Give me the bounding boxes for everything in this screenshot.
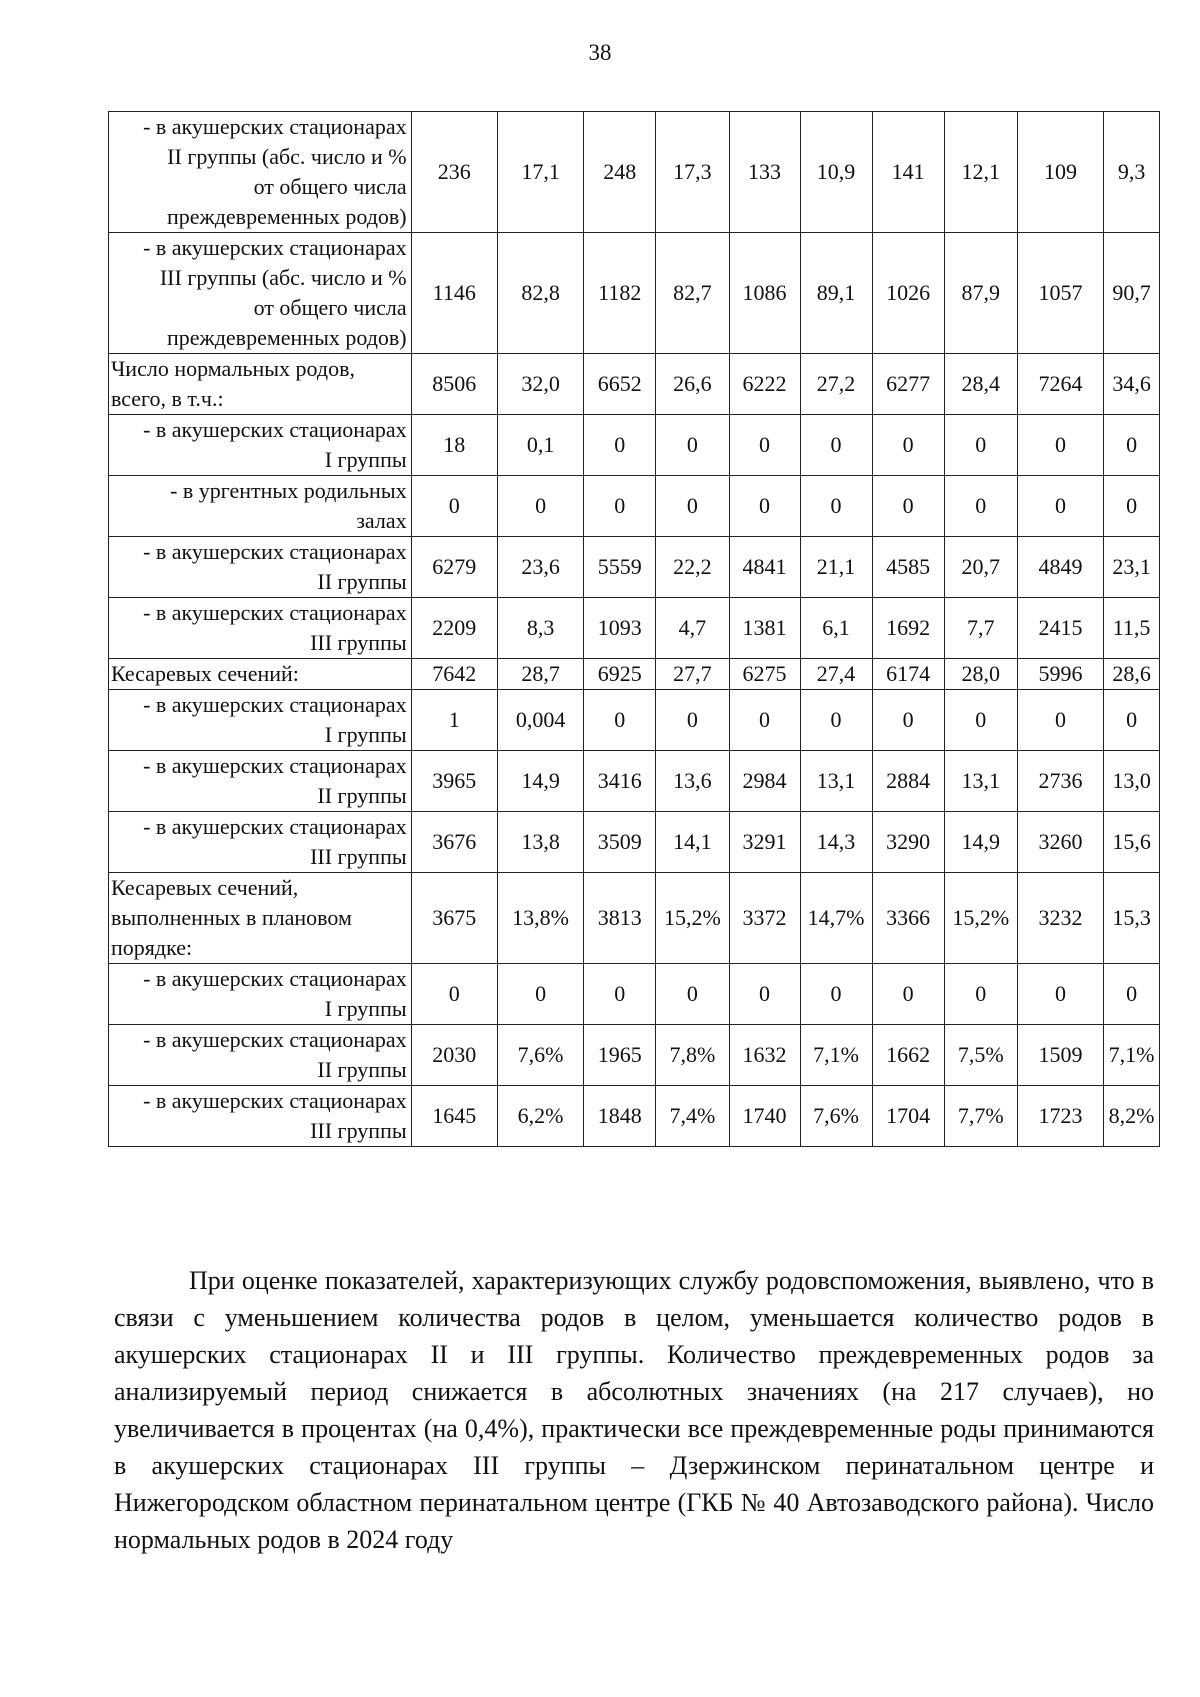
table-cell: 28,6 <box>1104 659 1160 690</box>
table-cell: 3416 <box>584 751 656 812</box>
row-label <box>109 812 412 873</box>
table-body <box>109 112 1160 1147</box>
page-number: 38 <box>588 40 612 65</box>
table-cell: 0 <box>800 476 872 537</box>
table-cell: 0 <box>656 415 729 476</box>
table-cell: 1381 <box>729 598 800 659</box>
table-cell: 0 <box>872 690 944 751</box>
table-cell: 3675 <box>411 873 497 964</box>
table-cell: 0 <box>729 476 800 537</box>
row-label-line: II группы <box>317 569 407 594</box>
table-cell: 1965 <box>584 1025 656 1086</box>
table-cell: 0 <box>1017 476 1103 537</box>
table-cell: 0 <box>584 476 656 537</box>
table-cell: 0,004 <box>497 690 583 751</box>
table-cell: 1182 <box>584 233 656 354</box>
row-label-line: - в акушерских стационарах <box>143 1027 407 1052</box>
row-label-line: Кесаревых сечений: <box>111 661 299 686</box>
table-cell: 2030 <box>411 1025 497 1086</box>
table-cell: 0 <box>729 690 800 751</box>
table-cell: 0 <box>1104 476 1160 537</box>
table-cell: 7264 <box>1017 354 1103 415</box>
row-label-line: III группы <box>310 1118 407 1143</box>
table-cell: 109 <box>1017 112 1103 233</box>
table-cell: 8,3 <box>497 598 583 659</box>
row-label-line: I группы <box>324 722 407 747</box>
table-cell: 3509 <box>584 812 656 873</box>
table-cell: 15,2% <box>944 873 1017 964</box>
row-label <box>109 233 412 354</box>
row-label <box>109 659 412 690</box>
table-cell: 0 <box>872 476 944 537</box>
row-label-line: - в акушерских стационарах <box>143 235 407 260</box>
table-cell: 1662 <box>872 1025 944 1086</box>
table-cell: 0 <box>584 964 656 1025</box>
table-cell: 22,2 <box>656 537 729 598</box>
row-label-line: - в акушерских стационарах <box>143 966 407 991</box>
table-cell: 0 <box>944 690 1017 751</box>
table-cell: 14,7% <box>800 873 872 964</box>
table-cell: 15,3 <box>1104 873 1160 964</box>
row-label-line: - в ургентных родильных <box>170 478 407 503</box>
table-cell: 0 <box>656 690 729 751</box>
table-cell: 7,4% <box>656 1086 729 1147</box>
table-cell: 0 <box>411 476 497 537</box>
table-cell: 90,7 <box>1104 233 1160 354</box>
table-cell: 7,1% <box>1104 1025 1160 1086</box>
table-cell: 0 <box>656 476 729 537</box>
table-cell: 28,0 <box>944 659 1017 690</box>
row-label-line: залах <box>356 508 407 533</box>
table-cell: 3291 <box>729 812 800 873</box>
table-cell: 7,1% <box>800 1025 872 1086</box>
table-cell: 0 <box>1017 690 1103 751</box>
table-row <box>109 1086 1160 1147</box>
table-cell: 13,8 <box>497 812 583 873</box>
table-cell: 7,6% <box>497 1025 583 1086</box>
table-cell: 0 <box>729 415 800 476</box>
row-label-line: I группы <box>324 447 407 472</box>
table-cell: 0 <box>944 476 1017 537</box>
row-label-line: - в акушерских стационарах <box>143 600 407 625</box>
table-cell: 21,1 <box>800 537 872 598</box>
row-label-line: III группы <box>310 630 407 655</box>
table-cell: 7,5% <box>944 1025 1017 1086</box>
table-cell: 82,7 <box>656 233 729 354</box>
table-cell: 0 <box>411 964 497 1025</box>
row-label <box>109 751 412 812</box>
table-cell: 5559 <box>584 537 656 598</box>
row-label-line: - в акушерских стационарах <box>143 114 407 139</box>
table-cell: 13,1 <box>800 751 872 812</box>
table-cell: 0 <box>1017 415 1103 476</box>
table-cell: 0 <box>1017 964 1103 1025</box>
table-cell: 1509 <box>1017 1025 1103 1086</box>
row-label-line: выполненных в плановом <box>111 905 352 930</box>
table-cell: 2736 <box>1017 751 1103 812</box>
table-cell: 1723 <box>1017 1086 1103 1147</box>
table-cell: 0 <box>497 964 583 1025</box>
table-cell: 7,7 <box>944 598 1017 659</box>
table-cell: 14,1 <box>656 812 729 873</box>
table-cell: 1692 <box>872 598 944 659</box>
table-cell: 2984 <box>729 751 800 812</box>
table-cell: 7,8% <box>656 1025 729 1086</box>
row-label-line: II группы <box>317 783 407 808</box>
table-cell: 1 <box>411 690 497 751</box>
row-label-line: Число нормальных родов, <box>111 356 355 381</box>
table-cell: 6279 <box>411 537 497 598</box>
row-label-line: I группы <box>324 996 407 1021</box>
table-cell: 13,6 <box>656 751 729 812</box>
table-cell: 7,7% <box>944 1086 1017 1147</box>
table-cell: 0 <box>944 415 1017 476</box>
table-row <box>109 873 1160 964</box>
table-row <box>109 1025 1160 1086</box>
table-cell: 14,9 <box>944 812 1017 873</box>
table-cell: 23,6 <box>497 537 583 598</box>
table-cell: 0 <box>800 690 872 751</box>
row-label-line: - в акушерских стационарах <box>143 1088 407 1113</box>
table-cell: 2415 <box>1017 598 1103 659</box>
row-label-line: - в акушерских стационарах <box>143 753 407 778</box>
table-cell: 4849 <box>1017 537 1103 598</box>
row-label-line: преждевременных родов) <box>166 325 407 350</box>
table-cell: 1632 <box>729 1025 800 1086</box>
table-cell: 6925 <box>584 659 656 690</box>
row-label-line: - в акушерских стационарах <box>143 417 407 442</box>
table-cell: 1057 <box>1017 233 1103 354</box>
table-cell: 3372 <box>729 873 800 964</box>
table-cell: 3232 <box>1017 873 1103 964</box>
table-cell: 0 <box>1104 964 1160 1025</box>
table-cell: 1093 <box>584 598 656 659</box>
table-cell: 28,7 <box>497 659 583 690</box>
row-label-line: всего, в т.ч.: <box>111 386 224 411</box>
table-cell: 13,8% <box>497 873 583 964</box>
row-label <box>109 598 412 659</box>
row-label-line: - в акушерских стационарах <box>143 692 407 717</box>
table-row <box>109 354 1160 415</box>
table-cell: 82,8 <box>497 233 583 354</box>
row-label-line: порядке: <box>111 935 193 960</box>
table-cell: 2209 <box>411 598 497 659</box>
table-cell: 3260 <box>1017 812 1103 873</box>
row-label-line: - в акушерских стационарах <box>143 539 407 564</box>
table-cell: 141 <box>872 112 944 233</box>
row-label-line: II группы (абс. число и % <box>167 144 407 169</box>
table-cell: 2884 <box>872 751 944 812</box>
table-row <box>109 690 1160 751</box>
table-row <box>109 659 1160 690</box>
table-cell: 3965 <box>411 751 497 812</box>
table-cell: 6,1 <box>800 598 872 659</box>
table-cell: 8,2% <box>1104 1086 1160 1147</box>
row-label <box>109 1025 412 1086</box>
table-row <box>109 415 1160 476</box>
statistics-table <box>108 111 1160 1147</box>
row-label <box>109 415 412 476</box>
table-cell: 89,1 <box>800 233 872 354</box>
row-label-line: Кесаревых сечений, <box>111 875 299 900</box>
table-cell: 1026 <box>872 233 944 354</box>
table-cell: 0 <box>944 964 1017 1025</box>
table-cell: 1086 <box>729 233 800 354</box>
table-cell: 133 <box>729 112 800 233</box>
table-cell: 13,0 <box>1104 751 1160 812</box>
row-label <box>109 537 412 598</box>
table-cell: 0 <box>729 964 800 1025</box>
table-cell: 27,2 <box>800 354 872 415</box>
row-label <box>109 964 412 1025</box>
table-cell: 0 <box>800 415 872 476</box>
table-cell: 1146 <box>411 233 497 354</box>
table-cell: 0 <box>1104 415 1160 476</box>
table-row <box>109 598 1160 659</box>
table-cell: 4,7 <box>656 598 729 659</box>
table-cell: 3676 <box>411 812 497 873</box>
table-cell: 5996 <box>1017 659 1103 690</box>
table-row <box>109 537 1160 598</box>
table-cell: 3290 <box>872 812 944 873</box>
table-row <box>109 112 1160 233</box>
table-cell: 0,1 <box>497 415 583 476</box>
row-label-line: от общего числа <box>253 174 407 199</box>
table-cell: 17,1 <box>497 112 583 233</box>
table-cell: 1740 <box>729 1086 800 1147</box>
table-cell: 8506 <box>411 354 497 415</box>
table-cell: 17,3 <box>656 112 729 233</box>
table-cell: 7,6% <box>800 1086 872 1147</box>
row-label-line: III группы <box>310 844 407 869</box>
table-cell: 0 <box>1104 690 1160 751</box>
table-cell: 27,4 <box>800 659 872 690</box>
table-cell: 1848 <box>584 1086 656 1147</box>
row-label <box>109 476 412 537</box>
table-cell: 0 <box>872 964 944 1025</box>
row-label <box>109 112 412 233</box>
table-cell: 26,6 <box>656 354 729 415</box>
table-cell: 13,1 <box>944 751 1017 812</box>
table-cell: 87,9 <box>944 233 1017 354</box>
table-cell: 14,3 <box>800 812 872 873</box>
table-cell: 12,1 <box>944 112 1017 233</box>
row-label <box>109 354 412 415</box>
table-cell: 28,4 <box>944 354 1017 415</box>
table-cell: 1645 <box>411 1086 497 1147</box>
row-label <box>109 1086 412 1147</box>
table-cell: 23,1 <box>1104 537 1160 598</box>
table-cell: 3366 <box>872 873 944 964</box>
table-cell: 6277 <box>872 354 944 415</box>
table-cell: 15,2% <box>656 873 729 964</box>
table-cell: 4841 <box>729 537 800 598</box>
table-cell: 4585 <box>872 537 944 598</box>
table-cell: 27,7 <box>656 659 729 690</box>
table-cell: 0 <box>656 964 729 1025</box>
table-cell: 32,0 <box>497 354 583 415</box>
table-cell: 7642 <box>411 659 497 690</box>
table-cell: 6174 <box>872 659 944 690</box>
row-label-line: III группы (абс. число и % <box>159 265 407 290</box>
table-cell: 248 <box>584 112 656 233</box>
table-cell: 0 <box>800 964 872 1025</box>
table-cell: 18 <box>411 415 497 476</box>
table-cell: 14,9 <box>497 751 583 812</box>
table-row <box>109 964 1160 1025</box>
row-label-line: от общего числа <box>253 295 407 320</box>
table-cell: 0 <box>584 415 656 476</box>
table-cell: 6222 <box>729 354 800 415</box>
row-label-line: - в акушерских стационарах <box>143 814 407 839</box>
table-cell: 10,9 <box>800 112 872 233</box>
table-cell: 9,3 <box>1104 112 1160 233</box>
table-row <box>109 476 1160 537</box>
table-row <box>109 233 1160 354</box>
table-cell: 0 <box>872 415 944 476</box>
table-cell: 3813 <box>584 873 656 964</box>
table-cell: 20,7 <box>944 537 1017 598</box>
table-row <box>109 812 1160 873</box>
table-cell: 6,2% <box>497 1086 583 1147</box>
table-cell: 34,6 <box>1104 354 1160 415</box>
body-paragraph: При оценке показателей, характеризующих службу родовспоможения, выявлено, что в связи с уменьшением количества родов в целом, уменьшается количество родов в акушерских стационарах II и III группы. Количество преждевременных родов за анализируемый период снижается в абсолютных значениях (на 217 случаев), но увеличивается в процентах (на 0,4%), практически все преждевременные роды принимаются в акушерских стационарах III группы – Дзержинском перинатальном центре и Нижегородском областном перинатальном центре (ГКБ № 40 Автозаводского района). Число нормальных родов в 2024 году <box>114 1266 1154 1554</box>
table-cell: 6275 <box>729 659 800 690</box>
table-cell: 6652 <box>584 354 656 415</box>
row-label-line: преждевременных родов) <box>166 204 407 229</box>
table-cell: 0 <box>497 476 583 537</box>
row-label <box>109 873 412 964</box>
row-label-line: II группы <box>317 1057 407 1082</box>
table-cell: 1704 <box>872 1086 944 1147</box>
table-cell: 15,6 <box>1104 812 1160 873</box>
table-cell: 11,5 <box>1104 598 1160 659</box>
table-row <box>109 751 1160 812</box>
table-cell: 0 <box>584 690 656 751</box>
table-cell: 236 <box>411 112 497 233</box>
row-label <box>109 690 412 751</box>
